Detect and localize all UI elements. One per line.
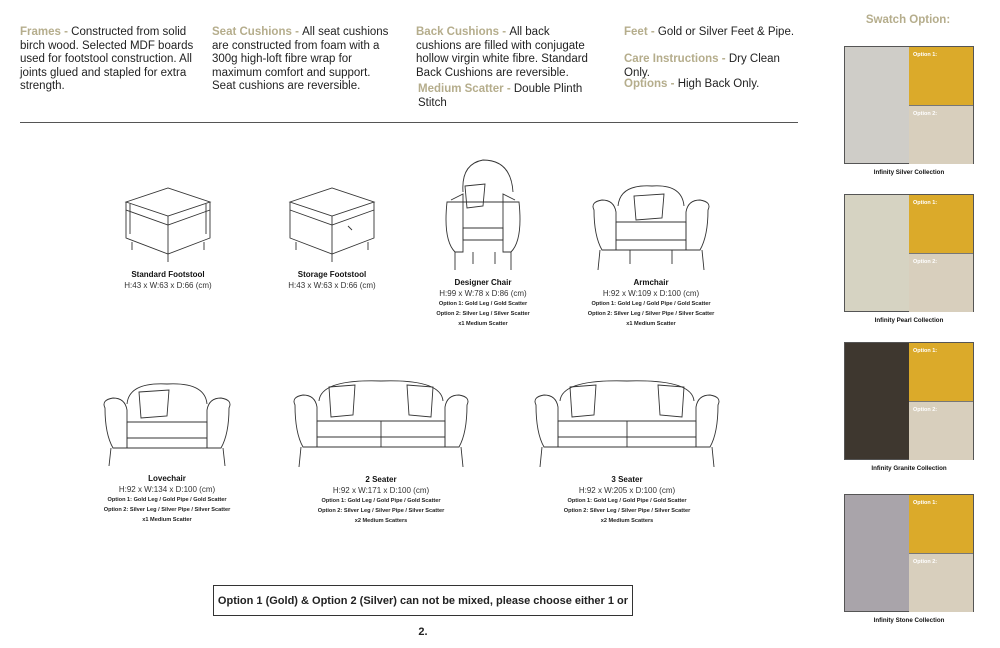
product-name: Lovechair	[148, 474, 186, 483]
spec-key: Back Cushions	[416, 26, 500, 38]
swatch-name: Infinity Granite Collection	[871, 465, 947, 472]
option-2-label: Option 2:	[913, 407, 938, 413]
product-option-1: Option 1: Gold Leg / Gold Pipe / Gold Scatter	[567, 498, 687, 504]
gold-option	[909, 195, 973, 253]
product-dims: H:92 x W:134 x D:100 (cm)	[118, 485, 216, 494]
product-option-2: Option 2: Silver Leg / Silver Pipe / Silver Scatter	[103, 507, 231, 513]
silver-option	[909, 105, 973, 164]
swatch-box	[844, 342, 974, 460]
spec-key: Frames	[20, 26, 61, 38]
spec-key: Options	[624, 78, 668, 90]
product-3-seater	[527, 375, 727, 525]
swatch-title: Swatch Option:	[865, 14, 951, 26]
product-dims: H:92 x W:109 x D:100 (cm)	[602, 289, 700, 298]
fabric-sample	[845, 343, 909, 459]
gold-option	[909, 495, 973, 553]
spec-text: All seat cushions are constructed from foam with a 300g high-loft fibre wrap for maximum comfort and support. Seat cushions are reversible.	[212, 26, 389, 92]
product-option-2: Option 2: Silver Leg / Silver Pipe / Silver Scatter	[317, 508, 445, 514]
fabric-sample	[845, 47, 909, 163]
product-extra: x2 Medium Scatters	[600, 518, 654, 524]
silver-option	[909, 553, 973, 612]
fabric-sample	[845, 195, 909, 311]
spec-key: Feet	[624, 26, 648, 38]
product-option-1: Option 1: Gold Leg / Gold Pipe / Gold Scatter	[591, 301, 711, 307]
product-name: 2 Seater	[365, 475, 397, 484]
swatch-name: Infinity Silver Collection	[873, 169, 945, 176]
fabric-sample	[845, 495, 909, 611]
product-dims: H:92 x W:205 x D:100 (cm)	[578, 486, 676, 495]
product-storage-footstool	[272, 180, 392, 290]
product-name: Armchair	[633, 278, 669, 287]
product-option-1: Option 1: Gold Leg / Gold Pipe / Gold Scatter	[107, 497, 227, 503]
product-name: Designer Chair	[454, 278, 512, 287]
swatch-box	[844, 46, 974, 164]
designer-chair-drawing	[433, 156, 533, 274]
product-name: Storage Footstool	[297, 270, 367, 279]
product-extra: x1 Medium Scatter	[142, 517, 192, 523]
armchair-drawing	[586, 180, 716, 274]
swatch-name: Infinity Pearl Collection	[874, 317, 944, 324]
option-2-label: Option 2:	[913, 559, 938, 565]
silver-option	[909, 401, 973, 460]
gold-option	[909, 47, 973, 105]
spec-options	[624, 78, 804, 92]
spec-text: Dry Clean Only.	[624, 53, 780, 79]
spec-key: Seat Cushions	[212, 26, 292, 38]
product-option-1: Option 1: Gold Leg / Gold Pipe / Gold Scatter	[321, 498, 441, 504]
product-option-2: Option 2: Silver Leg / Silver Pipe / Silver Scatter	[587, 311, 715, 317]
product-name: 3 Seater	[611, 475, 643, 484]
spec-text: Gold or Silver Feet & Pipe.	[657, 26, 795, 38]
product-designer-chair	[418, 156, 548, 328]
swatch-pearl	[844, 194, 974, 324]
swatch-stone	[844, 494, 974, 624]
spec-text: Double Plinth Stitch	[418, 83, 583, 109]
swatch-box	[844, 494, 974, 612]
silver-option	[909, 253, 973, 312]
spec-sep: -	[647, 26, 658, 38]
swatch-name: Infinity Stone Collection	[873, 617, 945, 624]
two-seater-drawing	[287, 375, 475, 471]
spec-sep: -	[667, 78, 678, 90]
product-dims: H:99 x W:78 x D:86 (cm)	[439, 289, 527, 298]
spec-sep: -	[60, 26, 72, 38]
spec-sep: -	[718, 53, 729, 65]
notice-box: Option 1 (Gold) & Option 2 (Silver) can not be mixed, please choose either 1 or 2.	[213, 585, 633, 616]
product-armchair	[571, 180, 731, 328]
spec-feet	[624, 26, 804, 40]
product-lovechair	[92, 378, 242, 524]
swatch-box	[844, 194, 974, 312]
option-1-label: Option 1:	[913, 500, 938, 506]
spec-frames	[20, 26, 195, 94]
product-extra: x1 Medium Scatter	[626, 321, 676, 327]
option-1-label: Option 1:	[913, 200, 938, 206]
spec-care	[624, 53, 804, 80]
spec-seat-cushions	[212, 26, 394, 94]
spec-sep: -	[291, 26, 303, 38]
spec-text: High Back Only.	[677, 78, 760, 90]
option-1-label: Option 1:	[913, 348, 938, 354]
option-1-label: Option 1:	[913, 52, 938, 58]
spec-back-cushions	[416, 26, 598, 80]
standard-footstool-drawing	[118, 180, 218, 266]
product-dims: H:43 x W:63 x D:66 (cm)	[288, 281, 376, 290]
three-seater-drawing	[528, 375, 726, 471]
spec-key: Medium Scatter	[418, 83, 504, 95]
spec-sep: -	[499, 26, 510, 38]
swatch-silver	[844, 46, 974, 176]
spec-medium-scatter	[418, 83, 608, 110]
product-2-seater	[284, 375, 478, 525]
product-name: Standard Footstool	[131, 270, 205, 279]
product-dims: H:92 x W:171 x D:100 (cm)	[332, 486, 430, 495]
option-2-label: Option 2:	[913, 259, 938, 265]
product-option-2: Option 2: Silver Leg / Silver Pipe / Silver Scatter	[563, 508, 691, 514]
product-standard-footstool	[108, 180, 228, 290]
product-option-1: Option 1: Gold Leg / Gold Scatter	[438, 301, 528, 307]
spec-sep: -	[503, 83, 514, 95]
product-extra: x1 Medium Scatter	[458, 321, 508, 327]
swatch-granite	[844, 342, 974, 472]
option-2-label: Option 2:	[913, 111, 938, 117]
product-extra: x2 Medium Scatters	[354, 518, 408, 524]
lovechair-drawing	[97, 378, 237, 470]
product-dims: H:43 x W:63 x D:66 (cm)	[124, 281, 212, 290]
divider	[20, 122, 798, 123]
spec-key: Care Instructions	[624, 53, 719, 65]
product-option-2: Option 2: Silver Leg / Silver Scatter	[436, 311, 530, 317]
storage-footstool-drawing	[282, 180, 382, 266]
gold-option	[909, 343, 973, 401]
spec-text: Constructed from solid birch wood. Selected MDF boards used for footstool construction. All joints glued and stapled for extra strength.	[20, 26, 194, 92]
spec-text: All back cushions are filled with conjugate hollow virgin white fibre. Standard Back Cushions are reversible.	[416, 26, 588, 79]
